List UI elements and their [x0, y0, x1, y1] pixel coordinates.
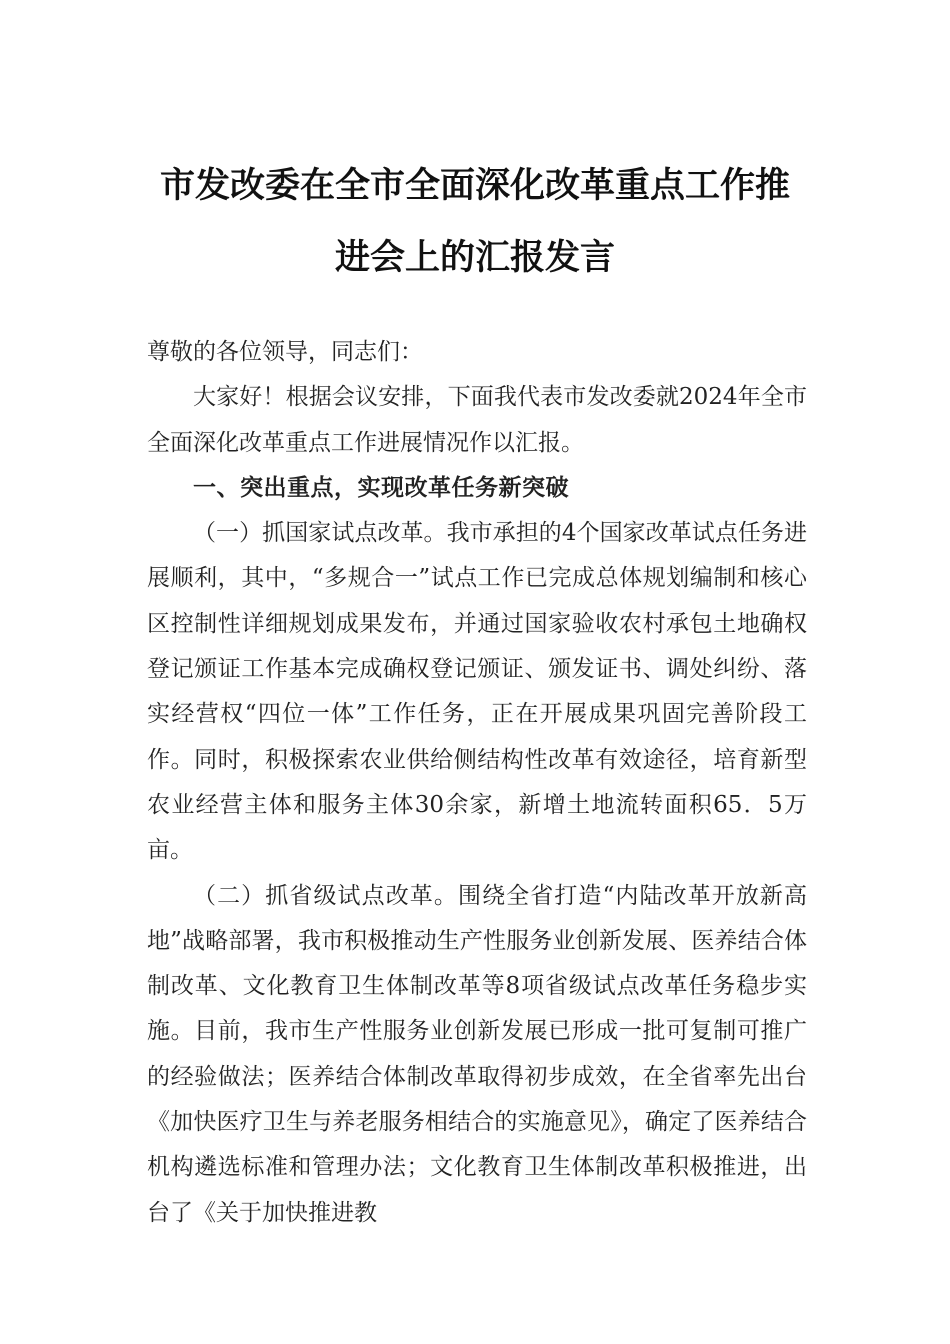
salutation: 尊敬的各位领导，同志们：	[147, 339, 423, 365]
paragraph-body-national-pilot: 我市承担的4个国家改革试点任务进展顺利，其中，“多规合一”试点工作已完成总体规划编制和核心区控制性详细规划成果发布，并通过国家验收农村承包土地确权登记颁证工作基本完成确权登记颁证、颁发证书、调处纠纷、落实经营权“四位一体”工作任务，正在开展成果巩固完善阶段工作。同时，积极探索农业供给侧结构性改革有效途径，培育新型农业经营主体和服务主体30余家，新增土地流转面积65．5万亩。	[147, 520, 807, 864]
paragraph-body-provincial-pilot: 围绕全省打造“内陆改革开放新高地”战略部署，我市积极推动生产性服务业创新发展、医养结合体制改革、文化教育卫生体制改革等8项省级试点改革任务稳步实施。目前，我市生产性服务业创新发展已形成一批可复制可推广的经验做法；医养结合体制改革取得初步成效，在全省率先出台《加快医疗卫生与养老服务相结合的实施意见》，确定了医养结合机构遴选标准和管理办法；文化教育卫生体制改革积极推进，出台了《关于加快推进教	[147, 882, 807, 1226]
document-title-line-2: 进会上的汇报发言	[334, 237, 615, 278]
intro-paragraph: 大家好！根据会议安排，下面我代表市发改委就2024年全市全面深化改革重点工作进展情况作以汇报。	[147, 384, 807, 456]
paragraph-lead-national-pilot: （一）抓国家试点改革。	[193, 520, 447, 547]
paragraph-national-pilot	[147, 511, 807, 873]
section-heading-1: 一、突出重点，实现改革任务新突破	[193, 474, 569, 501]
paragraph-lead-provincial-pilot: （二）抓省级试点改革。	[193, 882, 458, 909]
paragraph-provincial-pilot	[147, 874, 807, 1236]
document-body	[147, 330, 807, 1236]
document-title-line-1: 市发改委在全市全面深化改革重点工作推	[159, 165, 790, 206]
